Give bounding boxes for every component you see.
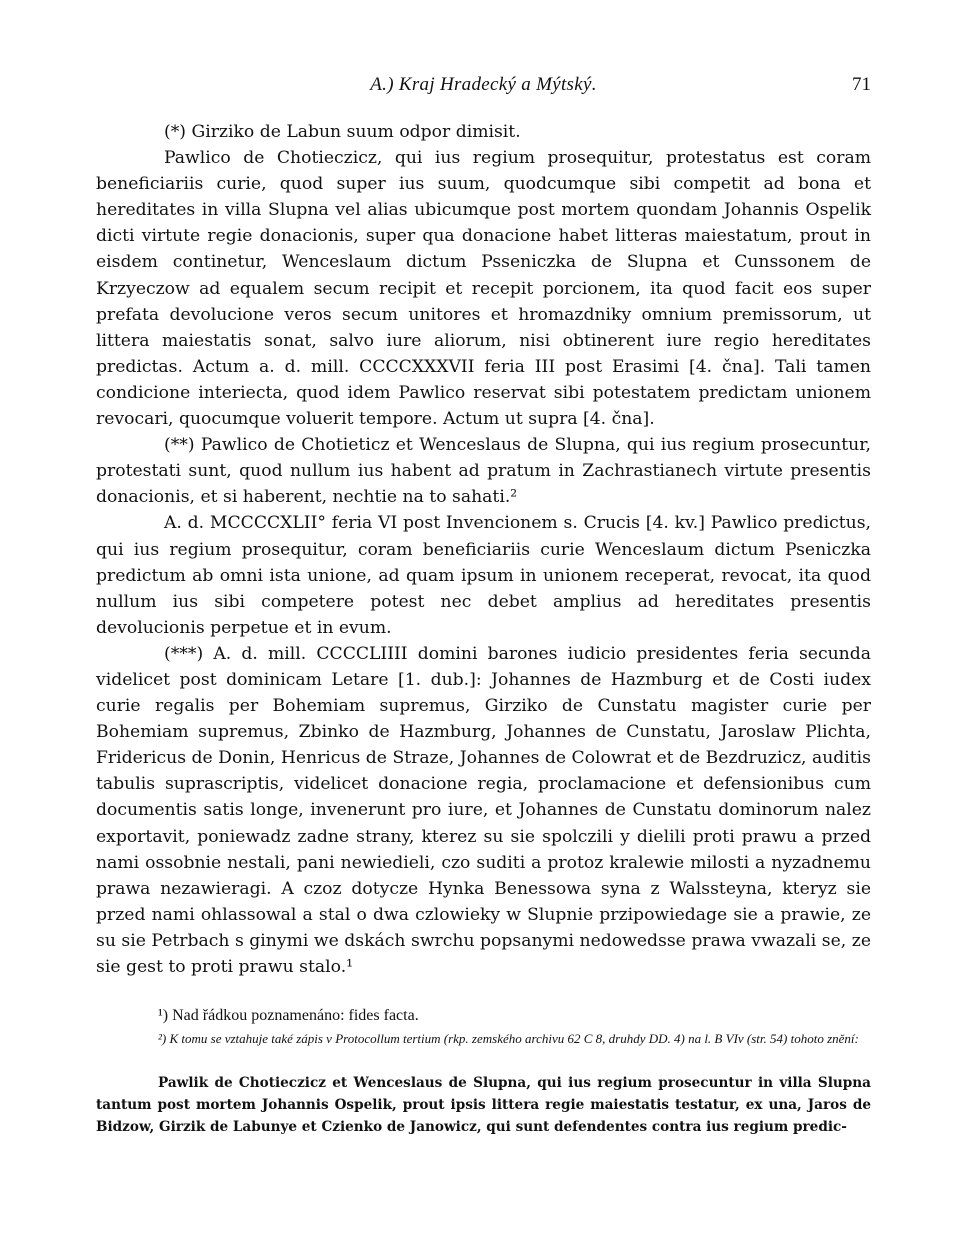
footnote-2-quote: Pawlik de Chotieczicz et Wenceslaus de Slupna, qui ius regium prosecuntur in villa Slupna tantum post mortem Johannis Ospelik, prout ipsis littera regie maiestatis testatur, ex una, Jaros de Bidzow, Girzik de Labunye et Czienko de Janowicz, qui sunt defendentes contra ius regium predic-: [96, 1075, 871, 1135]
page-number: 71: [852, 74, 871, 95]
paragraph: A. d. MCCCCXLII° feria VI post Invencionem s. Crucis [4. kv.] Pawlico predictus, qui ius regium prosequitur, coram beneficiariis curie Wenceslaum dictum Pseniczka predictum ab omni ista unione, ad quam ipsum in unionem receperat, revocat, ita quod nullum ius sibi competere potest nec debet amplius ad hereditates presentis devolucionis perpetue et in evum.: [96, 513, 871, 638]
main-text: [96, 119, 871, 980]
footnote-1: ¹) Nad řádkou poznamenáno: fides facta.: [158, 1007, 419, 1024]
footnote-2: ²) K tomu se vztahuje také zápis v Protocollum tertium (rkp. zemského archivu 62 C 8, druhdy DD. 4) na l. B VIv (str. 54) tohoto znění:: [158, 1031, 859, 1046]
running-header: [96, 74, 871, 102]
header-title: A.) Kraj Hradecký a Mýtský.: [370, 74, 597, 95]
paragraph: (*) Girziko de Labun suum odpor dimisit.: [164, 122, 521, 142]
paragraph: (***) A. d. mill. CCCCLIIII domini barones iudicio presidentes feria secunda videlicet post dominicam Letare [1. dub.]: Johannes de Hazmburg et de Costi iudex curie regalis per Bohemiam supremus, Girziko de Cunstatu magister curie per Bohemiam supremus, Zbinko de Hazmburg, Johannes de Cunstatu, Jaroslaw Plichta, Fridericus de Donin, Henricus de Straze, Johannes de Colowrat et de Bezdruzicz, auditis tabulis suprascriptis, videlicet donacione regia, proclamacione et defensionibus cum documentis satis longe, invenerunt pro iure, et Johannes de Cunstatu dominorum nalez exportavit, poniewadz zadne strany, kterez su sie spolczili y dielili proti prawu a przed nami ossobnie nestali, pani newiedieli, czo suditi a protoz kralewie milosti a nyzadnemu prawa nezawieragi. A czoz dotycze Hynka Benessowa syna z Walssteyna, kteryz sie przed nami ohlassowal a stal o dwa czlowieky w Slupnie przipowiedage sie a prawie, ze su sie Petrbach s ginymi we dskách swrchu popsanymi nedowedsse prawa vwazali se, ze sie gest to proti prawu stalo.¹: [96, 643, 871, 977]
paragraph: Pawlico de Chotieczicz, qui ius regium prosequitur, protestatus est coram beneficiariis curie, quod super ius suum, quodcumque sibi competit ad bona et hereditates in villa Slupna vel alias ubicumque post mortem quondam Johannis Ospelik dicti virtute regie donacionis, super qua donacione habet litteras maiestatum, prout in eisdem continetur, Wenceslaum dictum Psseniczka de Slupna et Cunssonem de Krzyeczow ad equalem secum recipit et recepit porcionem, ita quod facit eos super prefata devolucione veros secum unitores et hromazdniky omnium premissorum, ut littera maiestatis sonat, salvo iure aliorum, nisi obtinerent iure regio hereditates predictas. Actum a. d. mill. CCCCXXXVII feria III post Erasimi [4. čna]. Tali tamen condicione interiecta, quod idem Pawlico reservat sibi potestatem predictam unionem revocari, quocumque voluerit tempore. Actum ut supra [4. čna].: [96, 148, 871, 430]
paragraph: (**) Pawlico de Chotieticz et Wenceslaus de Slupna, qui ius regium prosecuntur, protestati sunt, quod nullum ius habent ad pratum in Zachrastianech virtute presentis donacionis, et si haberent, nechtie na to sahati.²: [96, 435, 871, 508]
